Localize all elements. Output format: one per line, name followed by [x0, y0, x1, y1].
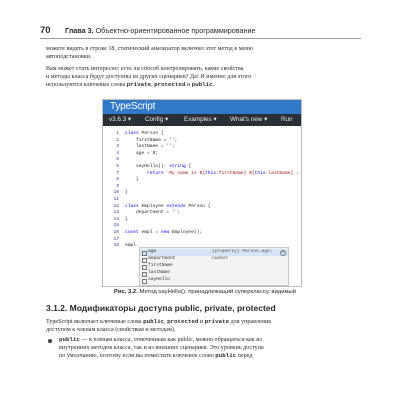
code-token: { — [185, 164, 192, 169]
para2-sep-1: , — [151, 82, 155, 88]
bullet-line-2: внутренних методов класса, так и из внешних сценариев. Это уровень доступа — [59, 345, 264, 351]
chapter-label: Глава 3. — [65, 26, 94, 35]
version-menu[interactable] — [109, 116, 131, 123]
code-token: .firstName} ${ — [216, 170, 255, 176]
property-icon — [142, 279, 147, 284]
chevron-down-icon: ▾ — [213, 116, 217, 123]
code-token: } — [125, 216, 128, 222]
code-token: ; — [174, 137, 178, 143]
bullet-line-1 — [59, 336, 364, 344]
examples-menu-label: Examples — [184, 116, 212, 123]
line-number: 17 — [113, 236, 119, 242]
code-token: class — [125, 203, 142, 209]
code-token: Employee(); — [171, 230, 203, 235]
config-menu[interactable] — [145, 116, 168, 123]
code-token: sayHello(): — [125, 164, 170, 169]
playground-titlebar — [103, 100, 301, 114]
version-menu-label: v3.6.3 — [109, 116, 127, 123]
code-text — [125, 242, 139, 249]
line-number: 6 — [116, 164, 119, 169]
line-number: 8 — [116, 177, 119, 183]
paragraph-modifiers — [46, 318, 364, 334]
code-token: Person { — [188, 203, 211, 209]
property-icon — [142, 272, 147, 277]
line-number: 13 — [113, 210, 119, 216]
code-token: department = — [125, 210, 172, 216]
config-menu-label: Config — [145, 116, 164, 123]
keyword-public: public — [191, 81, 213, 88]
chevron-down-icon: ▾ — [264, 116, 268, 123]
line-number: 14 — [113, 216, 119, 222]
bullet-line-1-text: — к членам класса, отмеченным как public, можно обращаться как из — [79, 337, 262, 343]
chapter-name: Объектно-ориентированное программирование — [95, 26, 256, 35]
code-token: this — [254, 170, 266, 176]
autocomplete-label: age — [148, 249, 157, 254]
para2-line-1: Вам может стать интересно: есть ли способ контролировать, какие свойства — [46, 66, 244, 72]
para3-text-c: для управления — [229, 319, 271, 325]
playground-screenshot — [102, 99, 302, 287]
line-number: 1 — [116, 131, 119, 136]
keyword-public: public — [215, 352, 237, 359]
page-number: 70 — [40, 25, 51, 36]
code-token: ; — [295, 170, 299, 176]
autocomplete-popup — [139, 247, 289, 286]
code-editor[interactable] — [103, 126, 301, 286]
para3-line-1 — [46, 318, 364, 326]
property-icon — [142, 251, 147, 256]
code-token: string — [169, 164, 186, 169]
line-number: 12 — [113, 203, 119, 209]
keyword-public: public — [59, 336, 80, 343]
bullet-marker — [48, 339, 52, 343]
autocomplete-item[interactable] — [140, 256, 288, 263]
bullet-line-3 — [59, 352, 364, 360]
playground-menubar — [103, 114, 301, 126]
code-token: class — [125, 131, 142, 136]
chevron-down-icon: ▾ — [127, 116, 132, 123]
code-token: '' — [171, 210, 178, 216]
intro-line-2: автоподстановки. — [46, 54, 92, 60]
info-icon[interactable]: i — [281, 251, 285, 255]
chevron-down-icon: ▾ — [164, 116, 169, 123]
header-rule — [40, 38, 361, 39]
line-number: 5 — [116, 157, 119, 163]
examples-menu[interactable] — [184, 116, 217, 123]
para2-line-2: и методы класса будут доступны из других сценариев? Да! И именно для этого — [46, 74, 252, 80]
intro-paragraph — [46, 45, 364, 61]
bullet-line-3-text: по умолчанию, поэтому если вы поместите ключевое слово — [59, 353, 216, 359]
typescript-logo: TypeScript — [110, 101, 156, 112]
autocomplete-detail: (property) Person.age: number — [212, 249, 273, 261]
line-number: 2 — [116, 137, 119, 143]
line-number: 16 — [113, 230, 119, 235]
caption-text: Метод sayHello(), принадлежащий суперклассу, видимый — [137, 289, 297, 295]
para2-end: . — [212, 82, 215, 88]
bullet-public — [59, 336, 364, 360]
code-token: age = 0; — [125, 150, 159, 156]
para2-line-3 — [46, 81, 364, 89]
intro-line-1: можете видеть в строке 18, статический анализатор включил этот метод в меню — [46, 46, 254, 52]
code-token: extends — [166, 203, 189, 209]
autocomplete-label: department — [148, 256, 176, 261]
code-token: .lastName}` — [265, 170, 296, 176]
section-heading: 3.1.2. Модификаторы доступа public, private, protected — [46, 303, 276, 313]
code-token: new — [160, 230, 172, 235]
para3-text-b: и — [198, 319, 205, 325]
run-button[interactable]: Run — [281, 116, 293, 123]
autocomplete-label: firstName — [148, 263, 173, 268]
property-icon — [142, 258, 147, 263]
code-token: firstName = — [125, 137, 170, 143]
line-number: 10 — [113, 190, 119, 196]
property-icon — [142, 265, 147, 270]
whats-new-menu-label: What's new — [230, 116, 263, 123]
code-token: const — [125, 230, 142, 235]
whats-new-menu[interactable] — [230, 116, 267, 123]
keyword-protected: protected — [154, 81, 186, 88]
code-token: } — [125, 177, 139, 183]
code-token: Employee — [141, 203, 167, 209]
page-header — [40, 25, 360, 39]
code-token: `My name is ${ — [166, 170, 205, 176]
para3-line-2: доступом к членам класса (свойствам и методам). — [46, 327, 176, 333]
line-number: 3 — [116, 144, 119, 150]
code-token: ; — [177, 210, 181, 216]
code-token: ; — [171, 144, 175, 150]
autocomplete-item[interactable] — [140, 277, 288, 284]
para3-text-a: TypeScript включает ключевые слова — [46, 319, 144, 325]
line-number: 18 — [113, 243, 119, 249]
para3-sep: , — [164, 319, 168, 325]
code-token: '' — [169, 137, 175, 143]
caption-label: Рис. 3.2. — [113, 289, 138, 295]
line-number: 9 — [116, 183, 119, 189]
code-token: } — [125, 190, 128, 196]
code-token: empl = — [141, 230, 161, 235]
figure-caption — [46, 289, 364, 295]
autocomplete-label: lastName — [148, 270, 171, 275]
bullet-line-3-end: перед — [236, 353, 253, 359]
keyword-private: private — [204, 318, 230, 325]
chapter-title — [65, 26, 255, 35]
keyword-protected: protected — [167, 318, 199, 325]
keyword-private: private — [126, 81, 152, 88]
line-number: 15 — [113, 223, 119, 229]
code-token: lastName = — [125, 144, 167, 150]
keyword-public: public — [143, 318, 165, 325]
line-number: 7 — [116, 170, 119, 176]
code-token: return — [125, 170, 167, 176]
para2-sep-2: и — [185, 82, 192, 88]
autocomplete-label: sayHello — [148, 277, 171, 282]
code-token: '' — [166, 144, 172, 150]
para2-line-3-text: используются ключевые слова — [46, 82, 127, 88]
line-number: 4 — [116, 150, 119, 156]
code-token: Person { — [141, 131, 164, 136]
line-number: 11 — [113, 197, 119, 202]
code-token: empl. — [125, 243, 139, 249]
autocomplete-item[interactable] — [140, 270, 288, 277]
code-token: this — [204, 170, 216, 176]
autocomplete-item[interactable] — [140, 263, 288, 270]
paragraph-access-question — [46, 65, 364, 89]
